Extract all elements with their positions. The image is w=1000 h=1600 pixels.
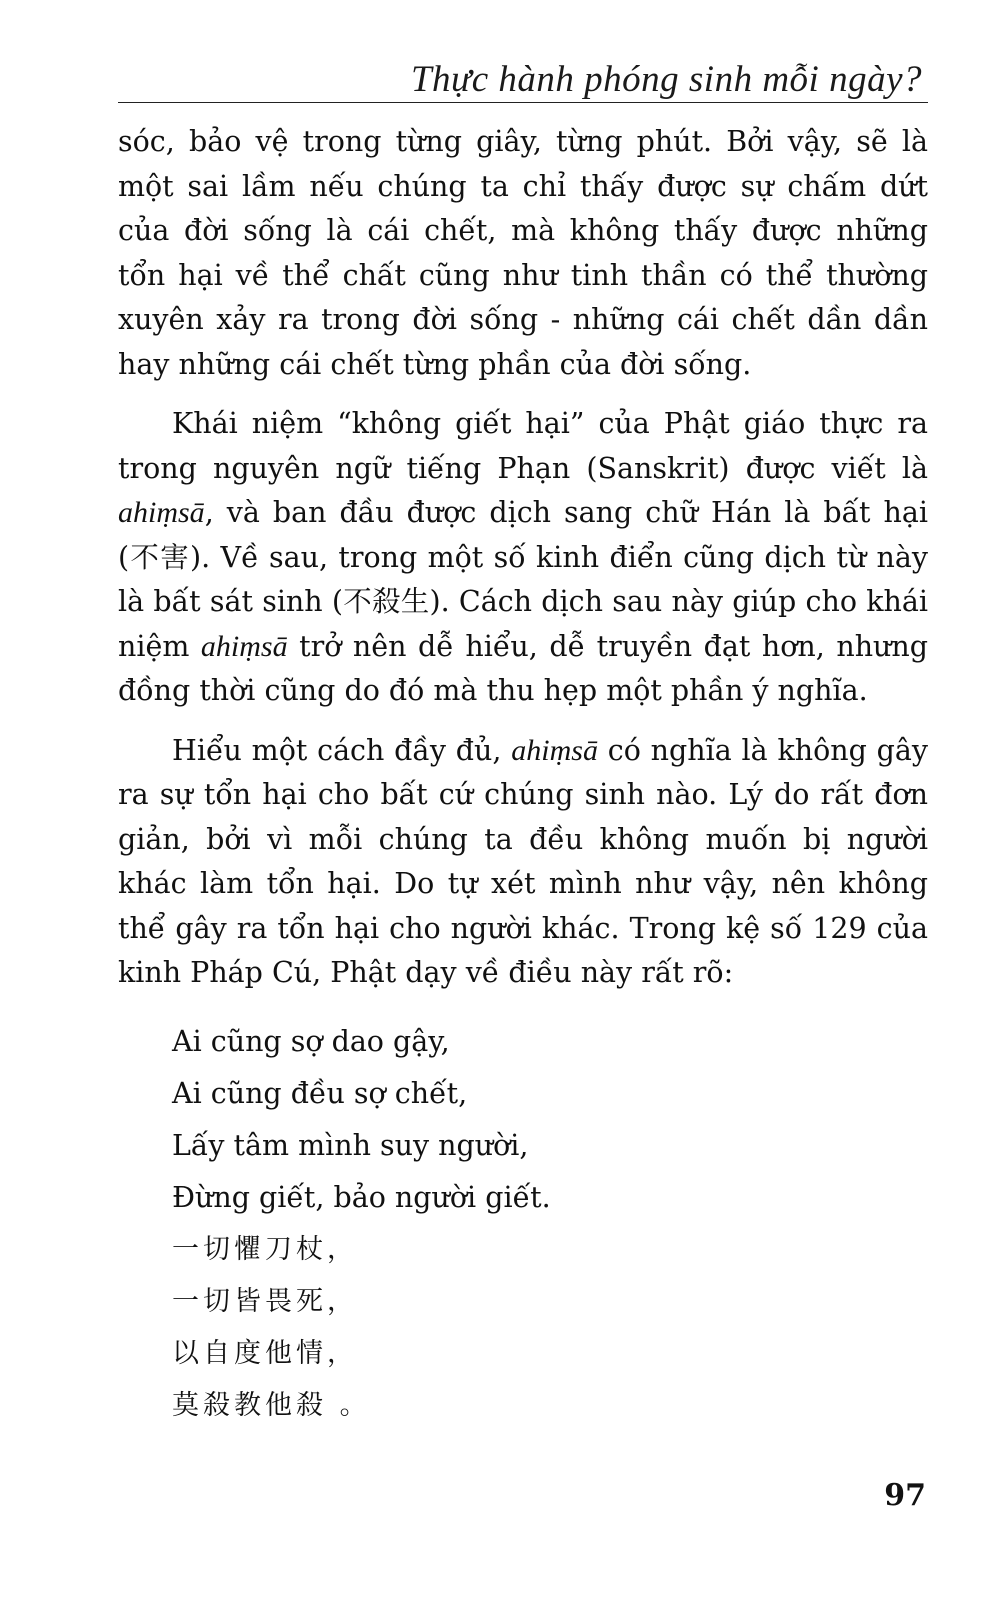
paragraph-text: có nghĩa là không gây ra sự tổn hại cho bất cứ chúng sinh nào. Lý do rất đơn giản, bởi vì mỗi chúng ta đều không muốn bị người khác làm tổn hại. Do tự xét mình như vậy, nên không thể gây ra tổn hại cho người khác. Trong kệ số 129 của kinh Pháp Cú, Phật dạy về điều này rất rõ:: [118, 733, 928, 989]
paragraph-text: trở nên dễ hiểu, dễ truyền đạt hơn, nhưng đồng thời cũng do đó mà thu hẹp một phần ý nghĩa.: [118, 629, 929, 707]
italic-term: ahiṃsā: [200, 629, 288, 663]
paragraph-2: [118, 402, 928, 714]
paragraph-text: sóc, bảo vệ trong từng giây, từng phút. Bởi vậy, sẽ là một sai lầm nếu chúng ta chỉ thấy được sự chấm dứt của đời sống là cái chết, mà không thấy được những tổn hại về thể chất cũng như tinh thần có thể thường xuyên xảy ra trong đời sống - những cái chết dần dần hay những cái chết từng phần của đời sống.: [118, 125, 928, 381]
italic-term: ahiṃsā: [118, 496, 205, 529]
page-number: 97: [884, 1478, 926, 1513]
paragraph-1: [118, 120, 928, 387]
paragraph-text: , và ban đầu được dịch sang chữ Hán là bất hại (不害). Về sau, trong một số kinh điển cũng dịch từ này là bất sát sinh (不殺生). Cách dịch sau này giúp cho khái niệm: [118, 496, 928, 663]
verse-line-zh: 以自度他情，: [172, 1337, 358, 1369]
page-body: [118, 120, 928, 1434]
verse-line-zh: 莫殺教他殺 。: [172, 1389, 371, 1421]
verse-line-vi: Ai cũng sợ dao gậy,: [172, 1024, 450, 1058]
verse-line-vi: Lấy tâm mình suy người,: [172, 1128, 529, 1162]
verse-line-vi: Đừng giết, bảo người giết.: [172, 1180, 551, 1214]
dhammapada-verse-129: [172, 1018, 928, 1430]
paragraph-3: [118, 729, 928, 996]
verse-line-vi: Ai cũng đều sợ chết,: [172, 1076, 468, 1110]
verse-line-zh: 一切皆畏死，: [172, 1285, 358, 1317]
header-title: Thực hành phóng sinh mỗi ngày?: [410, 59, 922, 100]
paragraph-text: Hiểu một cách đầy đủ,: [172, 733, 512, 767]
running-header: [118, 52, 928, 103]
italic-term: ahiṃsā: [511, 733, 598, 767]
verse-line-zh: 一切懼刀杖，: [172, 1233, 358, 1265]
paragraph-text: Khái niệm “không giết hại” của Phật giáo thực ra trong nguyên ngữ tiếng Phạn (Sanskrit) được viết là: [118, 407, 928, 485]
